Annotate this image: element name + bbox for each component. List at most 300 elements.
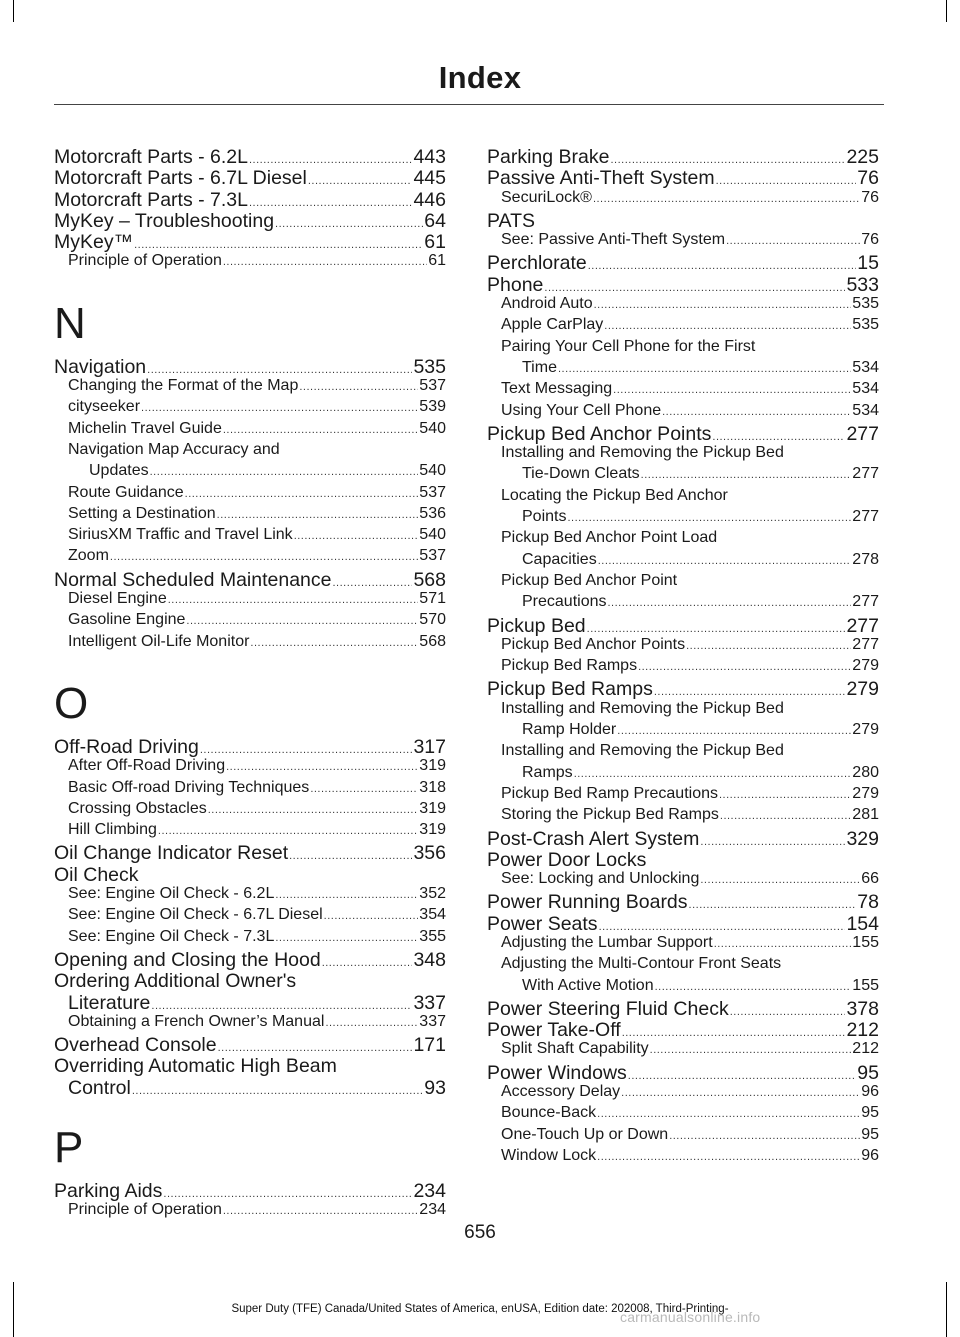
dot-leader bbox=[324, 910, 419, 922]
index-subentry bbox=[487, 316, 879, 337]
entry-label: Crossing Obstacles bbox=[68, 799, 207, 817]
entry-page-number: 212 bbox=[852, 1040, 879, 1058]
index-entry bbox=[487, 913, 879, 934]
entry-page-number: 64 bbox=[424, 209, 446, 232]
index-subentry-heading: Pickup Bed Anchor Point Load bbox=[501, 529, 718, 547]
dot-leader bbox=[249, 197, 412, 209]
entry-label: Diesel Engine bbox=[68, 590, 167, 608]
index-entry-heading: Power Door Locks bbox=[487, 848, 647, 871]
entry-label: Pickup Bed Ramps bbox=[487, 678, 653, 701]
dot-leader bbox=[158, 825, 418, 837]
index-subentry-continuation bbox=[487, 977, 879, 998]
index-subentry-heading: Pickup Bed Anchor Point bbox=[501, 571, 678, 589]
entry-label: Pickup Bed Anchor Points bbox=[487, 422, 712, 445]
index-entry bbox=[487, 274, 879, 295]
entry-label: Perchlorate bbox=[487, 252, 587, 275]
dot-leader bbox=[726, 235, 860, 247]
entry-page-number: 78 bbox=[857, 891, 879, 914]
entry-page-number: 568 bbox=[413, 568, 446, 591]
dot-leader bbox=[714, 938, 852, 950]
index-subentry-heading: Pairing Your Cell Phone for the First bbox=[501, 337, 756, 355]
dot-leader bbox=[574, 768, 852, 780]
entry-page-number: 536 bbox=[419, 504, 446, 522]
entry-label: See: Engine Oil Check - 7.3L bbox=[68, 927, 275, 945]
entry-page-number: 537 bbox=[419, 483, 446, 501]
entry-page-number: 61 bbox=[428, 252, 446, 270]
entry-page-number: 355 bbox=[419, 927, 446, 945]
index-subentry-heading: Installing and Removing the Pickup Bed bbox=[501, 699, 784, 717]
entry-label: Precautions bbox=[522, 593, 607, 611]
entry-label: Zoom bbox=[68, 547, 109, 565]
entry-page-number: 277 bbox=[852, 465, 879, 483]
index-subentry bbox=[54, 505, 446, 526]
entry-label: Literature bbox=[68, 991, 151, 1014]
entry-label: Normal Scheduled Maintenance bbox=[54, 568, 332, 591]
index-subentry bbox=[54, 611, 446, 632]
entry-page-number: 571 bbox=[419, 590, 446, 608]
index-subentry bbox=[487, 934, 879, 955]
entry-label: Motorcraft Parts - 6.2L bbox=[54, 146, 248, 168]
entry-label: Android Auto bbox=[501, 295, 593, 313]
index-subentry bbox=[54, 928, 446, 949]
entry-label: Pickup Bed Ramp Precautions bbox=[501, 784, 718, 802]
dot-leader bbox=[597, 1151, 860, 1163]
entry-page-number: 155 bbox=[852, 976, 879, 994]
dot-leader bbox=[610, 154, 845, 166]
dot-leader bbox=[662, 406, 851, 418]
dot-leader bbox=[275, 218, 423, 230]
entry-label: Basic Off-road Driving Techniques bbox=[68, 778, 310, 796]
entry-label: Motorcraft Parts - 7.3L bbox=[54, 188, 248, 211]
entry-label: Apple CarPlay bbox=[501, 316, 604, 334]
index-subentry bbox=[487, 1040, 879, 1061]
entry-page-number: 277 bbox=[852, 593, 879, 611]
entry-page-number: 319 bbox=[419, 757, 446, 775]
dot-leader bbox=[719, 789, 851, 801]
dot-leader bbox=[163, 1188, 412, 1200]
entry-label: Power Running Boards bbox=[487, 891, 688, 914]
dot-leader bbox=[325, 1017, 418, 1029]
index-subentry-continuation bbox=[487, 764, 879, 785]
entry-page-number: 537 bbox=[419, 547, 446, 565]
dot-leader bbox=[686, 640, 851, 652]
index-subentry bbox=[487, 295, 879, 316]
crop-mark-top-right bbox=[946, 0, 947, 22]
section-spacer bbox=[54, 654, 446, 672]
index-entry bbox=[54, 569, 446, 590]
entry-page-number: 212 bbox=[846, 1019, 879, 1042]
dot-leader bbox=[599, 921, 846, 933]
entry-page-number: 535 bbox=[852, 316, 879, 334]
entry-label: Parking Brake bbox=[487, 146, 610, 168]
entry-label: SecuriLock® bbox=[501, 188, 592, 206]
index-subentry-continuation bbox=[487, 508, 879, 529]
index-subentry-heading: Installing and Removing the Pickup Bed bbox=[501, 444, 784, 462]
index-subentry bbox=[54, 590, 446, 611]
entry-page-number: 277 bbox=[852, 508, 879, 526]
entry-page-number: 319 bbox=[419, 799, 446, 817]
entry-label: Power Windows bbox=[487, 1061, 627, 1084]
dot-leader bbox=[333, 577, 413, 589]
index-entry-continuation bbox=[54, 1077, 446, 1098]
entry-page-number: 570 bbox=[419, 611, 446, 629]
entry-label: SiriusXM Traffic and Travel Link bbox=[68, 526, 293, 544]
entry-page-number: 354 bbox=[419, 906, 446, 924]
entry-page-number: 535 bbox=[852, 295, 879, 313]
dot-leader bbox=[593, 193, 860, 205]
entry-page-number: 534 bbox=[852, 358, 879, 376]
entry-page-number: 535 bbox=[413, 355, 446, 378]
dot-leader bbox=[275, 889, 418, 901]
entry-page-number: 337 bbox=[419, 1012, 446, 1030]
entry-label: cityseeker bbox=[68, 398, 141, 416]
entry-label: Ramps bbox=[522, 763, 573, 781]
entry-page-number: 154 bbox=[846, 912, 879, 935]
entry-page-number: 348 bbox=[413, 948, 446, 971]
dot-leader bbox=[299, 381, 418, 393]
entry-label: Adjusting the Lumbar Support bbox=[501, 933, 713, 951]
entry-label: Split Shaft Capability bbox=[501, 1040, 649, 1058]
dot-leader bbox=[226, 761, 418, 773]
dot-leader bbox=[223, 1205, 418, 1217]
dot-leader bbox=[249, 154, 412, 166]
index-subentry bbox=[487, 1126, 879, 1147]
entry-label: Setting a Destination bbox=[68, 504, 216, 522]
entry-label: MyKey – Troubleshooting bbox=[54, 209, 275, 232]
index-subentry bbox=[487, 1104, 879, 1125]
dot-leader bbox=[294, 530, 419, 542]
index-subentry-continuation bbox=[54, 462, 446, 483]
entry-label: Ramp Holder bbox=[522, 721, 617, 739]
index-subentry bbox=[54, 1013, 446, 1034]
dot-leader bbox=[621, 1087, 860, 1099]
index-entry bbox=[54, 189, 446, 210]
entry-label: Principle of Operation bbox=[68, 1201, 222, 1219]
dot-leader bbox=[689, 899, 857, 911]
entry-label: Parking Aids bbox=[54, 1179, 163, 1202]
index-entry-heading: PATS bbox=[487, 209, 536, 232]
entry-page-number: 171 bbox=[413, 1034, 446, 1057]
entry-label: Text Messaging bbox=[501, 380, 613, 398]
index-entry bbox=[487, 1062, 879, 1083]
entry-page-number: 356 bbox=[413, 842, 446, 865]
index-subentry bbox=[54, 377, 446, 398]
entry-label: Navigation bbox=[54, 355, 147, 378]
dot-leader bbox=[716, 175, 857, 187]
index-subentry bbox=[487, 1083, 879, 1104]
entry-label: Window Lock bbox=[501, 1146, 597, 1164]
entry-page-number: 66 bbox=[861, 870, 879, 888]
entry-page-number: 277 bbox=[846, 614, 879, 637]
entry-page-number: 445 bbox=[413, 167, 446, 190]
entry-page-number: 61 bbox=[424, 231, 446, 254]
index-subentry bbox=[54, 484, 446, 505]
dot-leader bbox=[720, 810, 851, 822]
index-entry-heading: Oil Check bbox=[54, 863, 139, 886]
entry-label: Control bbox=[68, 1076, 131, 1099]
entry-page-number: 279 bbox=[852, 657, 879, 675]
entry-label: Storing the Pickup Bed Ramps bbox=[501, 806, 719, 824]
entry-page-number: 96 bbox=[861, 1083, 879, 1101]
entry-page-number: 378 bbox=[846, 997, 879, 1020]
entry-label: Power Steering Fluid Check bbox=[487, 997, 729, 1020]
entry-page-number: 540 bbox=[419, 419, 446, 437]
entry-label: See: Engine Oil Check - 6.2L bbox=[68, 885, 275, 903]
index-subentry-continuation bbox=[487, 721, 879, 742]
dot-leader bbox=[141, 402, 418, 414]
index-subentry bbox=[54, 779, 446, 800]
index-column-left bbox=[54, 146, 446, 1223]
page-title: Index bbox=[438, 60, 522, 95]
entry-label: Bounce-Back bbox=[501, 1104, 597, 1122]
entry-page-number: 540 bbox=[419, 462, 446, 480]
dot-leader bbox=[594, 299, 852, 311]
entry-page-number: 234 bbox=[419, 1201, 446, 1219]
entry-label: Michelin Travel Guide bbox=[68, 419, 222, 437]
dot-leader bbox=[617, 725, 851, 737]
dot-leader bbox=[613, 384, 851, 396]
section-letter: P bbox=[54, 1122, 84, 1172]
dot-leader bbox=[655, 981, 852, 993]
index-subentry bbox=[54, 526, 446, 547]
index-entry bbox=[54, 146, 446, 167]
entry-page-number: 281 bbox=[852, 806, 879, 824]
page-number: 656 bbox=[464, 1222, 496, 1243]
dot-leader bbox=[134, 239, 423, 251]
entry-page-number: 534 bbox=[852, 380, 879, 398]
entry-label: MyKey™ bbox=[54, 231, 134, 254]
index-entry bbox=[487, 891, 879, 912]
dot-leader bbox=[608, 597, 852, 609]
entry-label: See: Passive Anti-Theft System bbox=[501, 231, 726, 249]
entry-page-number: 225 bbox=[846, 146, 879, 168]
index-subentry bbox=[54, 800, 446, 821]
index-entry bbox=[487, 1019, 879, 1040]
entry-label: Updates bbox=[89, 462, 149, 480]
entry-label: Pickup Bed Ramps bbox=[501, 657, 638, 675]
watermark: carmanualsonline.info bbox=[620, 1309, 761, 1325]
dot-leader bbox=[110, 551, 418, 563]
entry-page-number: 317 bbox=[413, 735, 446, 758]
index-subentry-continuation bbox=[487, 593, 879, 614]
entry-page-number: 277 bbox=[846, 422, 879, 445]
entry-page-number: 234 bbox=[413, 1179, 446, 1202]
index-subentry bbox=[487, 231, 879, 252]
entry-page-number: 76 bbox=[861, 188, 879, 206]
dot-leader bbox=[588, 260, 857, 272]
dot-leader bbox=[289, 850, 412, 862]
index-subentry-continuation bbox=[487, 551, 879, 572]
index-column-right bbox=[487, 146, 879, 1168]
dot-leader bbox=[168, 594, 419, 606]
dot-leader bbox=[544, 282, 845, 294]
entry-label: Accessory Delay bbox=[501, 1083, 621, 1101]
dot-leader bbox=[147, 364, 412, 376]
entry-page-number: 279 bbox=[852, 784, 879, 802]
entry-label: Intelligent Oil-Life Monitor bbox=[68, 632, 250, 650]
entry-label: Off-Road Driving bbox=[54, 735, 199, 758]
entry-page-number: 76 bbox=[861, 231, 879, 249]
index-entry-heading: Ordering Additional Owner's bbox=[54, 970, 297, 993]
dot-leader bbox=[622, 1027, 846, 1039]
entry-page-number: 329 bbox=[846, 827, 879, 850]
entry-label: Passive Anti-Theft System bbox=[487, 167, 715, 190]
entry-page-number: 318 bbox=[419, 778, 446, 796]
dot-leader bbox=[185, 488, 419, 500]
entry-label: Motorcraft Parts - 6.7L Diesel bbox=[54, 167, 307, 190]
entry-page-number: 76 bbox=[857, 167, 879, 190]
entry-label: Pickup Bed bbox=[487, 614, 586, 637]
index-subentry-heading: Adjusting the Multi-Contour Front Seats bbox=[501, 955, 782, 973]
dot-leader bbox=[186, 615, 418, 627]
entry-label: Power Seats bbox=[487, 912, 598, 935]
crop-mark-top-left bbox=[13, 0, 14, 22]
index-subentry bbox=[54, 757, 446, 778]
dot-leader bbox=[638, 661, 851, 673]
entry-label: With Active Motion bbox=[522, 976, 654, 994]
entry-page-number: 443 bbox=[413, 146, 446, 168]
dot-leader bbox=[322, 957, 413, 969]
entry-label: Route Guidance bbox=[68, 483, 184, 501]
entry-page-number: 95 bbox=[857, 1061, 879, 1084]
dot-leader bbox=[567, 512, 851, 524]
entry-page-number: 568 bbox=[419, 632, 446, 650]
dot-leader bbox=[700, 836, 845, 848]
index-subentry bbox=[487, 806, 879, 827]
index-subentry bbox=[54, 821, 446, 842]
section-spacer bbox=[54, 274, 446, 292]
section-letter: N bbox=[54, 298, 86, 348]
index-entry bbox=[54, 842, 446, 863]
entry-page-number: 537 bbox=[419, 377, 446, 395]
index-entry bbox=[54, 356, 446, 377]
entry-page-number: 540 bbox=[419, 526, 446, 544]
entry-page-number: 533 bbox=[846, 273, 879, 296]
dot-leader bbox=[217, 509, 419, 521]
index-subentry bbox=[487, 402, 879, 423]
index-subentry-heading: Navigation Map Accuracy and bbox=[68, 440, 280, 458]
index-entry bbox=[54, 210, 446, 231]
entry-label: Points bbox=[522, 508, 567, 526]
entry-page-number: 279 bbox=[846, 678, 879, 701]
dot-leader bbox=[641, 469, 852, 481]
entry-label: Overhead Console bbox=[54, 1034, 217, 1057]
entry-label: Time bbox=[522, 358, 557, 376]
entry-label: Opening and Closing the Hood bbox=[54, 948, 321, 971]
entry-label: See: Locking and Unlocking bbox=[501, 870, 700, 888]
index-subentry bbox=[54, 1201, 446, 1222]
entry-page-number: 534 bbox=[852, 401, 879, 419]
entry-page-number: 95 bbox=[861, 1125, 879, 1143]
section-spacer bbox=[54, 1098, 446, 1116]
index-subentry bbox=[54, 547, 446, 568]
index-subentry bbox=[487, 785, 879, 806]
entry-page-number: 155 bbox=[852, 933, 879, 951]
entry-label: Using Your Cell Phone bbox=[501, 401, 662, 419]
dot-leader bbox=[250, 637, 418, 649]
dot-leader bbox=[669, 1130, 860, 1142]
entry-page-number: 446 bbox=[413, 188, 446, 211]
header-divider bbox=[54, 104, 884, 105]
index-subentry bbox=[487, 636, 879, 657]
index-entry bbox=[487, 678, 879, 699]
entry-label: Changing the Format of the Map bbox=[68, 377, 299, 395]
index-subentry bbox=[487, 189, 879, 210]
dot-leader bbox=[200, 744, 413, 756]
dot-leader bbox=[150, 466, 419, 478]
index-entry bbox=[54, 231, 446, 252]
index-subentry bbox=[54, 420, 446, 441]
dot-leader bbox=[208, 804, 419, 816]
dot-leader bbox=[218, 1042, 413, 1054]
index-subentry bbox=[54, 252, 446, 273]
entry-page-number: 337 bbox=[413, 991, 446, 1014]
dot-leader bbox=[132, 1085, 423, 1097]
entry-label: One-Touch Up or Down bbox=[501, 1125, 669, 1143]
dot-leader bbox=[628, 1070, 857, 1082]
dot-leader bbox=[650, 1044, 852, 1056]
dot-leader bbox=[151, 1000, 412, 1012]
index-subentry-continuation bbox=[487, 359, 879, 380]
index-entry-heading: Overriding Automatic High Beam bbox=[54, 1055, 337, 1078]
entry-page-number: 95 bbox=[861, 1104, 879, 1122]
dot-leader bbox=[604, 320, 851, 332]
entry-label: Hill Climbing bbox=[68, 821, 157, 839]
entry-page-number: 539 bbox=[419, 398, 446, 416]
index-subentry bbox=[487, 1147, 879, 1168]
index-entry bbox=[487, 828, 879, 849]
entry-label: Capacities bbox=[522, 550, 597, 568]
section-letter: O bbox=[54, 678, 89, 728]
dot-leader bbox=[223, 424, 418, 436]
dot-leader bbox=[730, 1006, 846, 1018]
dot-leader bbox=[700, 874, 860, 886]
entry-page-number: 319 bbox=[419, 821, 446, 839]
index-subentry bbox=[54, 633, 446, 654]
dot-leader bbox=[558, 363, 851, 375]
dot-leader bbox=[654, 686, 846, 698]
entry-page-number: 352 bbox=[419, 885, 446, 903]
entry-page-number: 277 bbox=[852, 635, 879, 653]
entry-label: Phone bbox=[487, 273, 544, 296]
dot-leader bbox=[308, 175, 413, 187]
index-entry bbox=[54, 949, 446, 970]
index-subentry-heading: Installing and Removing the Pickup Bed bbox=[501, 742, 784, 760]
index-subentry bbox=[487, 870, 879, 891]
entry-label: Post-Crash Alert System bbox=[487, 827, 700, 850]
index-entry bbox=[487, 252, 879, 273]
index-entry bbox=[487, 615, 879, 636]
dot-leader bbox=[712, 431, 845, 443]
entry-label: Gasoline Engine bbox=[68, 611, 186, 629]
entry-page-number: 96 bbox=[861, 1146, 879, 1164]
index-entry bbox=[54, 167, 446, 188]
entry-label: After Off-Road Driving bbox=[68, 757, 226, 775]
dot-leader bbox=[598, 555, 852, 567]
index-subentry bbox=[54, 398, 446, 419]
index-entry bbox=[487, 423, 879, 444]
entry-label: Power Take-Off bbox=[487, 1019, 621, 1042]
entry-label: Pickup Bed Anchor Points bbox=[501, 635, 686, 653]
entry-page-number: 15 bbox=[857, 252, 879, 275]
entry-page-number: 280 bbox=[852, 763, 879, 781]
entry-page-number: 279 bbox=[852, 721, 879, 739]
dot-leader bbox=[597, 1108, 860, 1120]
entry-label: Principle of Operation bbox=[68, 252, 222, 270]
index-subentry bbox=[54, 885, 446, 906]
index-subentry bbox=[487, 657, 879, 678]
index-entry-continuation bbox=[54, 992, 446, 1013]
